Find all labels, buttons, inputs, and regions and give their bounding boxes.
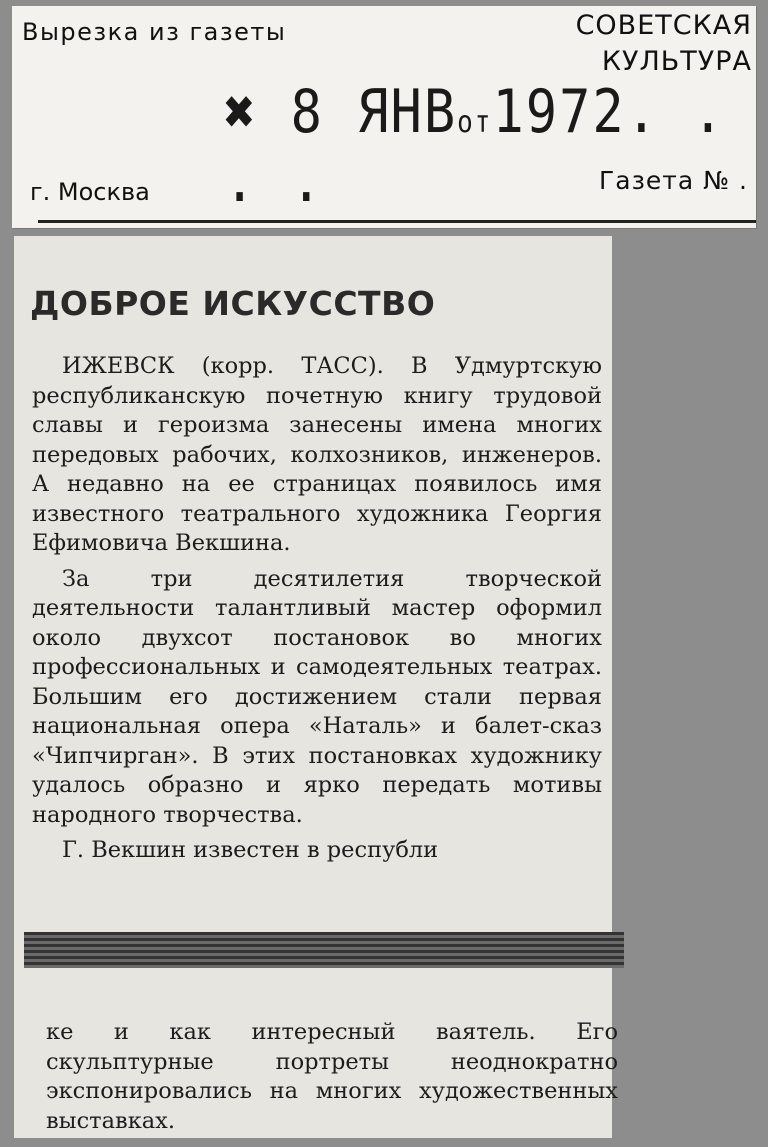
article-paragraph-3: Г. Векшин известен в республи — [62, 837, 439, 863]
clipping-header-slip — [12, 6, 756, 228]
article-continuation — [46, 1018, 618, 1136]
article-paragraph-1: ИЖЕВСК (корр. ТАСС). В Удмуртскую республиканскую почетную книгу трудовой славы и героизма занесены имена многих передовых рабочих, колхозников, инженеров. А недавно на ее страницах появилось имя известного театрального художника Георгия Ефимовича Векшина. — [32, 353, 602, 556]
article-body — [32, 352, 602, 866]
article-clipping — [14, 236, 618, 1138]
clipping-label: Вырезка из газеты — [22, 18, 287, 46]
date-stamp — [224, 78, 756, 216]
city-label: г. Москва — [30, 178, 150, 206]
newspaper-name — [576, 8, 752, 80]
date-stamp-from: от — [457, 105, 493, 141]
date-stamp-year: 1972. . . . — [224, 78, 726, 216]
header-divider — [38, 220, 756, 223]
date-stamp-day: ✖ 8 ЯНВ — [224, 78, 458, 147]
torn-edge-band — [24, 932, 624, 968]
newspaper-name-line2: КУЛЬТУРА — [601, 46, 752, 77]
article-continuation-text: ке и как интересный ваятель. Его скульптурные портреты неоднократно экспонировались на многих художественных выставках. — [46, 1019, 618, 1134]
gazeta-number-label: Газета № . — [599, 166, 748, 195]
article-paragraph-2: За три десятилетия творческой деятельности талантливый мастер оформил около двухсот постановок во многих профессиональных и самодеятельных театрах. Большим его достижением стали первая национальная опера «Наталь» и балет-сказ «Чипчирган». В этих постановках художнику удалось образно и ярко передать мотивы народного творчества. — [32, 565, 602, 828]
article-title: ДОБРОЕ ИСКУССТВО — [30, 284, 436, 323]
newspaper-name-line1: СОВЕТСКАЯ — [575, 10, 752, 41]
